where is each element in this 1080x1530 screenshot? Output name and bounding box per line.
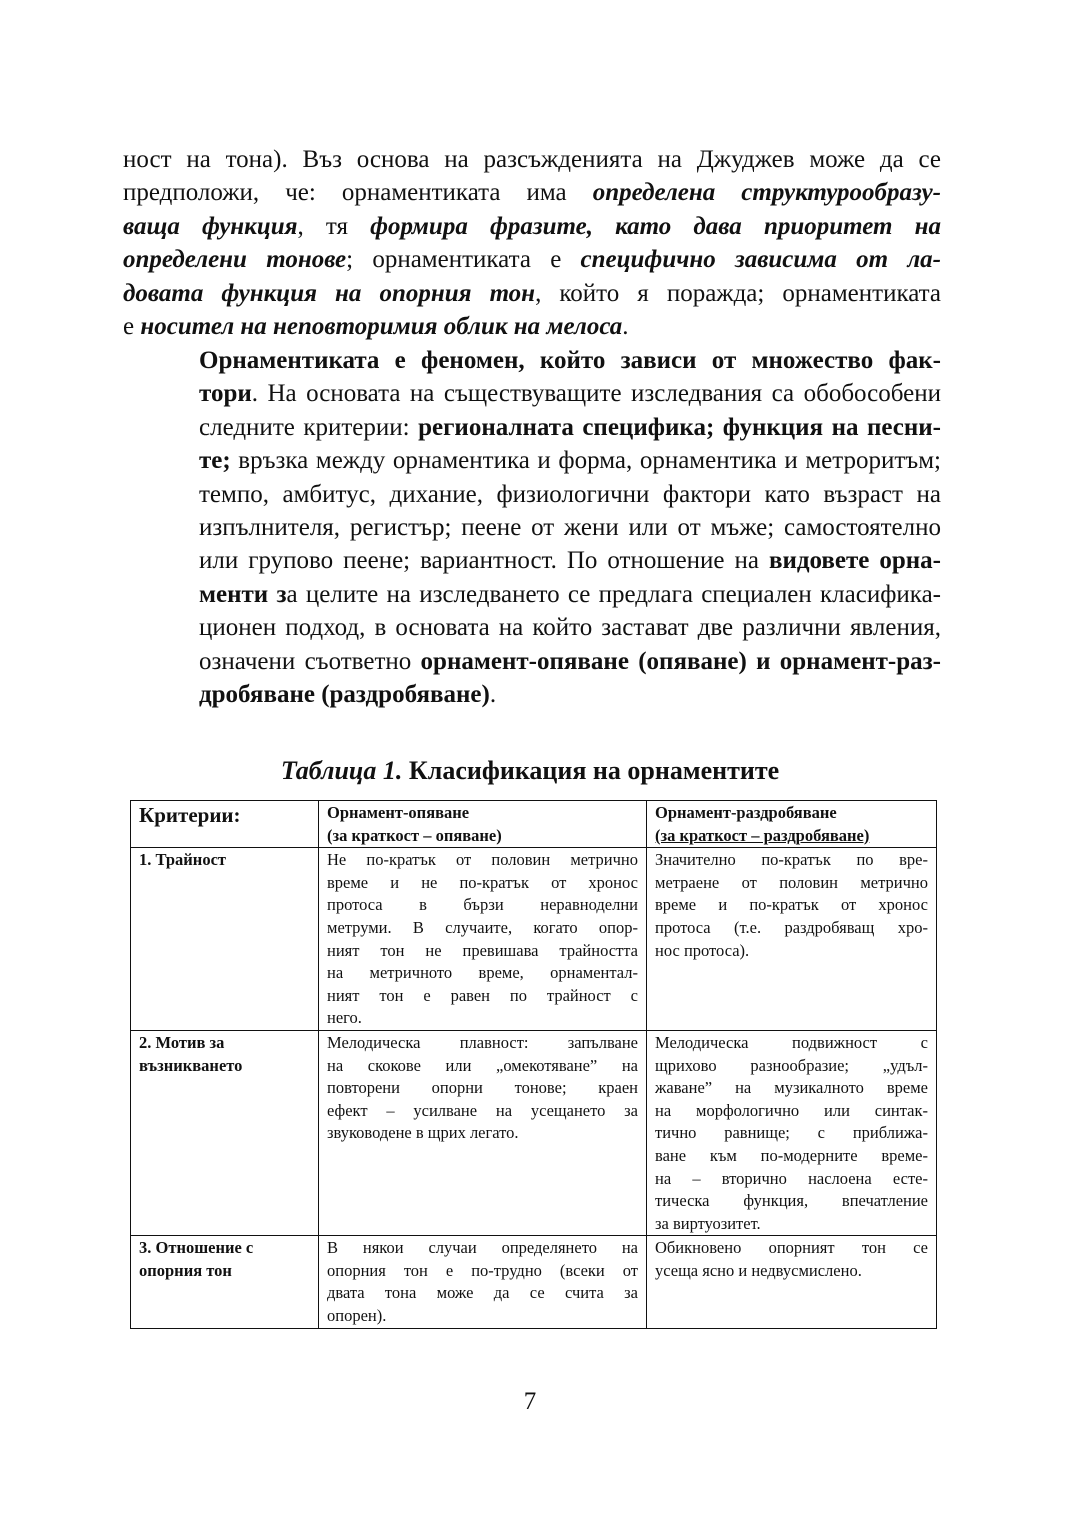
text-run: връзка между орнаментика и форма, орнаментика и метроритъм; — [230, 447, 941, 475]
cell-line: метраене от половин метрично — [655, 872, 928, 892]
cell-line: повторени опорни тонове; краен — [327, 1078, 638, 1098]
text-line — [123, 611, 941, 644]
cell-line: за виртуозитет. — [655, 1213, 761, 1233]
cell-line: Обикновено опорният тон се — [655, 1238, 928, 1258]
text-line — [123, 310, 941, 343]
page-number: 7 — [523, 1388, 537, 1415]
text-run: изпълнителя, регистър; пеене от жени или от мъже; самостоятелно — [199, 514, 941, 542]
table-title-label: Таблица 1. — [280, 756, 403, 785]
text-run: тори — [199, 380, 252, 408]
text-line — [123, 277, 941, 310]
text-run: довата функция на опорния тон — [123, 279, 536, 307]
col2-cell — [647, 1030, 937, 1235]
cell-line: опорния тон е по-трудно (всеки от — [327, 1260, 638, 1280]
text-run: видовете орна- — [768, 547, 941, 575]
cell-line: нос протоса). — [655, 940, 750, 960]
cell-line: време и не по-кратък от хронос — [327, 872, 638, 892]
cell-line: ният тон не превишава трайността — [327, 940, 638, 960]
text-run: носител на неповторимия облик на мелоса — [140, 313, 623, 341]
header-col1 — [319, 801, 647, 848]
text-run: . — [622, 313, 629, 341]
cell-line: щрихово разнообразие; „удъл- — [655, 1055, 928, 1075]
text-run: ционен подход, в основата на който застават две различни явления, — [199, 614, 941, 642]
text-line — [123, 377, 941, 410]
criterion-cell: 2. Мотив за възникването — [131, 1030, 319, 1235]
text-line — [123, 344, 941, 377]
text-run: определени тонове — [123, 246, 347, 274]
cell-line: Не по-кратък от половин метрично — [327, 850, 638, 870]
cell-line: метруми. В случаите, когато опор- — [327, 917, 638, 937]
table-title-text: Класификация на орнаментите — [402, 756, 780, 785]
text-run: , който я поражда; орнаментиката — [535, 279, 942, 307]
text-run: регионалната специфика; функция на песни- — [418, 413, 942, 441]
table-row — [131, 1030, 937, 1235]
cell-line: на – вторично наслоена есте- — [655, 1168, 928, 1188]
cell-line: Мелодическа подвижност с — [655, 1032, 928, 1052]
header-col1-title: Орнамент-опяване — [327, 803, 470, 822]
cell-line: ният тон е равен по трайност с — [327, 985, 638, 1005]
text-line — [123, 411, 941, 444]
cell-line: тическа функция, впечатление — [655, 1191, 928, 1211]
criterion-cell: 3. Отношение с опорния тон — [131, 1236, 319, 1328]
text-run: следните критерии: — [199, 413, 419, 441]
header-col2-title: Орнамент-раздробяване — [655, 803, 837, 822]
cell-line: В някои случаи определянето на — [327, 1238, 638, 1258]
text-line — [123, 645, 941, 678]
text-run: определена структурообразу- — [592, 179, 942, 207]
text-line — [123, 243, 941, 276]
cell-line: него. — [327, 1008, 362, 1028]
text-run: формира фразите, като дава приоритет на — [370, 212, 941, 240]
col1-cell — [319, 848, 647, 1031]
text-line — [123, 511, 941, 544]
text-run: темпо, амбитус, дихание, физиологични фактори като възраст на — [199, 480, 941, 508]
text-run: а целите на изследването се предлага специален класифика- — [286, 580, 941, 608]
text-run: , тя — [297, 212, 371, 240]
cell-line: двата тона може да се счита за — [327, 1283, 638, 1303]
header-col2-subtitle: (за краткост – раздробяване) — [655, 825, 870, 845]
text-run: . На основата на съществуващите изследвания са обобособени — [251, 380, 941, 408]
cell-line: на метричното време, орнаментал- — [327, 963, 638, 983]
criterion-cell: 1. Трайност — [131, 848, 319, 1031]
classification-table — [130, 800, 937, 1329]
text-line — [123, 143, 941, 176]
cell-line: Мелодическа плавност: запълване — [327, 1032, 638, 1052]
text-run: ; орнаментиката е — [346, 246, 581, 274]
text-line — [123, 678, 941, 711]
cell-line: усеща ясно и недвусмислено. — [655, 1260, 862, 1280]
col2-cell — [647, 1236, 937, 1328]
cell-line: на скокове или „омекотяване” на — [327, 1055, 638, 1075]
cell-line: звуководене в щрих легато. — [327, 1123, 519, 1143]
text-run: е — [123, 313, 141, 341]
cell-line: ефект – усилване на усещането за — [327, 1100, 638, 1120]
text-line — [123, 176, 941, 209]
text-line — [123, 478, 941, 511]
text-run: орнамент-опяване (опяване) и орнамент-раз- — [420, 647, 941, 675]
table-row — [131, 1236, 937, 1328]
table-title — [0, 756, 1060, 786]
text-run: Орнаментиката е феномен, който зависи от множество фак- — [199, 347, 941, 374]
cell-line: тично равнище; с приближа- — [655, 1123, 928, 1143]
text-run: . — [489, 681, 497, 709]
col1-cell — [319, 1030, 647, 1235]
cell-line: на морфологично или синтак- — [655, 1100, 928, 1120]
header-col1-subtitle: (за краткост – опяване) — [327, 825, 502, 845]
text-line — [123, 544, 941, 577]
text-run: менти з — [199, 580, 287, 608]
text-line — [123, 578, 941, 611]
cell-line: жаване” на музикалното време — [655, 1078, 928, 1098]
text-run: или групово пеене; вариантност. По отношение на — [199, 547, 769, 575]
cell-line: опорен). — [327, 1306, 387, 1326]
cell-line: протоса (т.е. раздробяващ хро- — [655, 917, 928, 937]
paragraph-1 — [123, 143, 941, 343]
cell-line: Значително по-кратък по вре- — [655, 850, 928, 870]
table-row — [131, 848, 937, 1031]
text-line — [123, 444, 941, 477]
text-run: те; — [199, 447, 231, 475]
text-run: предположи, че: орнаментиката има — [123, 179, 593, 207]
header-criteria: Критерии: — [131, 801, 319, 848]
text-run: ваща функция — [123, 212, 298, 240]
cell-line: време и по-кратък от хронос — [655, 895, 928, 915]
text-run: специфично зависима от ла- — [580, 246, 941, 274]
col1-cell — [319, 1236, 647, 1328]
cell-line: ване към по-модерните време- — [655, 1145, 928, 1165]
table-header-row — [131, 801, 937, 848]
col2-cell — [647, 848, 937, 1031]
text-run: ност на тона). Въз основа на разсъжденията на Джуджев може да се — [123, 146, 941, 173]
text-run: дробяване (раздробяване) — [199, 681, 490, 709]
cell-line: протоса в бързи неравноделни — [327, 895, 638, 915]
text-line — [123, 210, 941, 243]
text-run: означени съответно — [199, 647, 421, 675]
header-col2 — [647, 801, 937, 848]
paragraph-2 — [123, 344, 941, 711]
